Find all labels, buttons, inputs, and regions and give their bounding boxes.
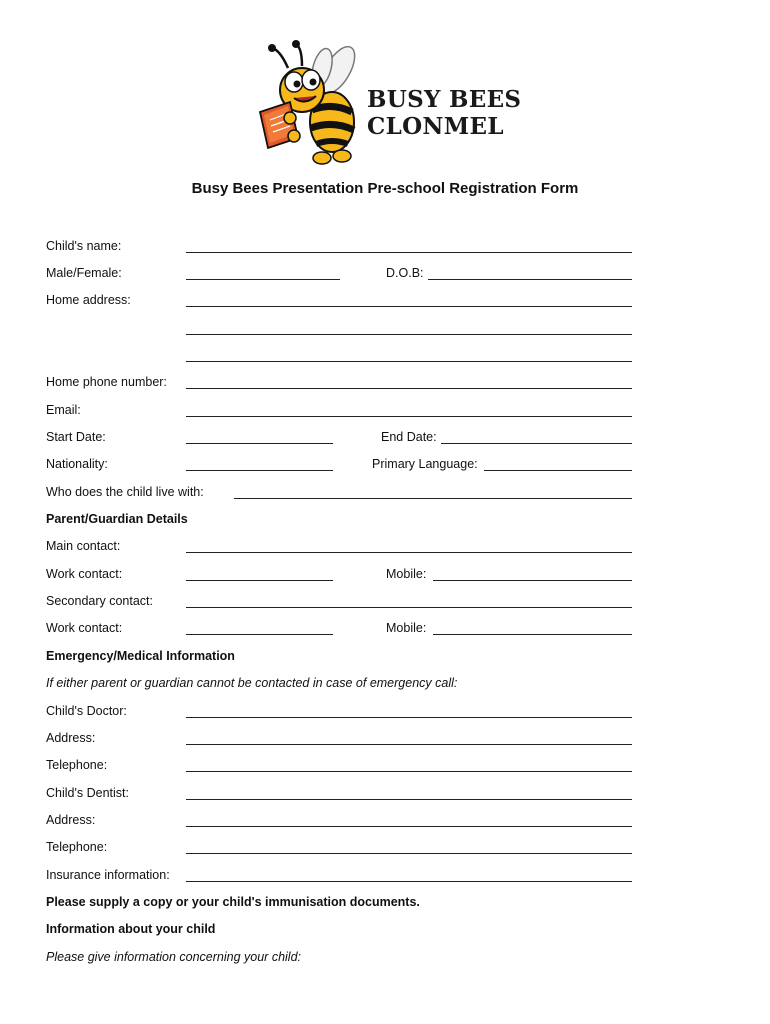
child-name-field[interactable] xyxy=(186,252,632,253)
doctor-address-label: Address: xyxy=(46,731,96,745)
child-info-heading: Information about your child xyxy=(46,922,216,936)
insurance-field[interactable] xyxy=(186,881,632,882)
work-contact-field-2[interactable] xyxy=(186,634,333,635)
doctor-address-field[interactable] xyxy=(186,744,632,745)
male-female-label: Male/Female: xyxy=(46,266,122,280)
dentist-address-label: Address: xyxy=(46,813,96,827)
dentist-telephone-row xyxy=(46,840,632,858)
logo xyxy=(250,40,530,170)
email-label: Email: xyxy=(46,403,81,417)
home-address-row xyxy=(46,293,632,311)
end-date-label: End Date: xyxy=(381,430,437,444)
dentist-address-row xyxy=(46,813,632,831)
brand-name xyxy=(367,86,521,140)
insurance-label: Insurance information: xyxy=(46,868,170,882)
home-address-field-3[interactable] xyxy=(186,361,632,362)
lives-with-row xyxy=(46,485,632,503)
nationality-field[interactable] xyxy=(186,470,333,471)
doctor-row xyxy=(46,704,632,722)
mobile-field-2[interactable] xyxy=(433,634,632,635)
nationality-row xyxy=(46,457,632,475)
primary-language-label: Primary Language: xyxy=(372,457,478,471)
parent-heading: Parent/Guardian Details xyxy=(46,512,188,526)
home-address-label: Home address: xyxy=(46,293,131,307)
brand-line-1: BUSY BEES xyxy=(367,86,522,113)
work-contact-field-1[interactable] xyxy=(186,580,333,581)
work-contact-label-2: Work contact: xyxy=(46,621,123,635)
mobile-label-1: Mobile: xyxy=(386,567,427,581)
brand-line-2: CLONMEL xyxy=(367,113,504,140)
doctor-label: Child's Doctor: xyxy=(46,704,127,718)
home-address-field-1[interactable] xyxy=(186,306,632,307)
secondary-contact-row xyxy=(46,594,632,612)
home-phone-field[interactable] xyxy=(186,388,632,389)
child-name-label: Child's name: xyxy=(46,239,122,253)
bee-mascot-icon xyxy=(250,40,365,170)
email-field[interactable] xyxy=(186,416,632,417)
insurance-row xyxy=(46,868,632,886)
doctor-telephone-field[interactable] xyxy=(186,771,632,772)
mobile-field-1[interactable] xyxy=(433,580,632,581)
doctor-field[interactable] xyxy=(186,717,632,718)
work-contact-row-1 xyxy=(46,567,632,585)
main-contact-field[interactable] xyxy=(186,552,632,553)
home-address-field-2[interactable] xyxy=(186,334,632,335)
medical-note: If either parent or guardian cannot be contacted in case of emergency call: xyxy=(46,676,458,690)
dentist-telephone-label: Telephone: xyxy=(46,840,108,854)
dentist-field[interactable] xyxy=(186,799,632,800)
work-contact-row-2 xyxy=(46,621,632,639)
doctor-telephone-row xyxy=(46,758,632,776)
dob-field[interactable] xyxy=(428,279,632,280)
work-contact-label-1: Work contact: xyxy=(46,567,123,581)
doctor-address-row xyxy=(46,731,632,749)
main-contact-label: Main contact: xyxy=(46,539,121,553)
form-title: Busy Bees Presentation Pre-school Registration Form xyxy=(191,180,579,197)
male-female-field[interactable] xyxy=(186,279,340,280)
secondary-contact-label: Secondary contact: xyxy=(46,594,154,608)
mobile-label-2: Mobile: xyxy=(386,621,427,635)
doctor-telephone-label: Telephone: xyxy=(46,758,108,772)
dates-row xyxy=(46,430,632,448)
start-date-field[interactable] xyxy=(186,443,333,444)
home-address-row-3 xyxy=(46,348,632,366)
home-address-row-2 xyxy=(46,321,632,339)
dob-label: D.O.B: xyxy=(386,266,424,280)
dentist-telephone-field[interactable] xyxy=(186,853,632,854)
home-phone-row xyxy=(46,375,632,393)
main-contact-row xyxy=(46,539,632,557)
home-phone-label: Home phone number: xyxy=(46,375,167,389)
child-name-row xyxy=(46,239,632,257)
start-date-label: Start Date: xyxy=(46,430,106,444)
nationality-label: Nationality: xyxy=(46,457,108,471)
lives-with-label: Who does the child live with: xyxy=(46,485,204,499)
immunisation-note: Please supply a copy or your child's immunisation documents. xyxy=(46,895,420,909)
medical-heading: Emergency/Medical Information xyxy=(46,649,235,663)
email-row xyxy=(46,403,632,421)
sex-dob-row xyxy=(46,266,632,284)
dentist-address-field[interactable] xyxy=(186,826,632,827)
dentist-label: Child's Dentist: xyxy=(46,786,129,800)
secondary-contact-field[interactable] xyxy=(186,607,632,608)
end-date-field[interactable] xyxy=(441,443,632,444)
dentist-row xyxy=(46,786,632,804)
lives-with-field[interactable] xyxy=(234,498,632,499)
primary-language-field[interactable] xyxy=(484,470,632,471)
child-info-note: Please give information concerning your child: xyxy=(46,950,301,964)
